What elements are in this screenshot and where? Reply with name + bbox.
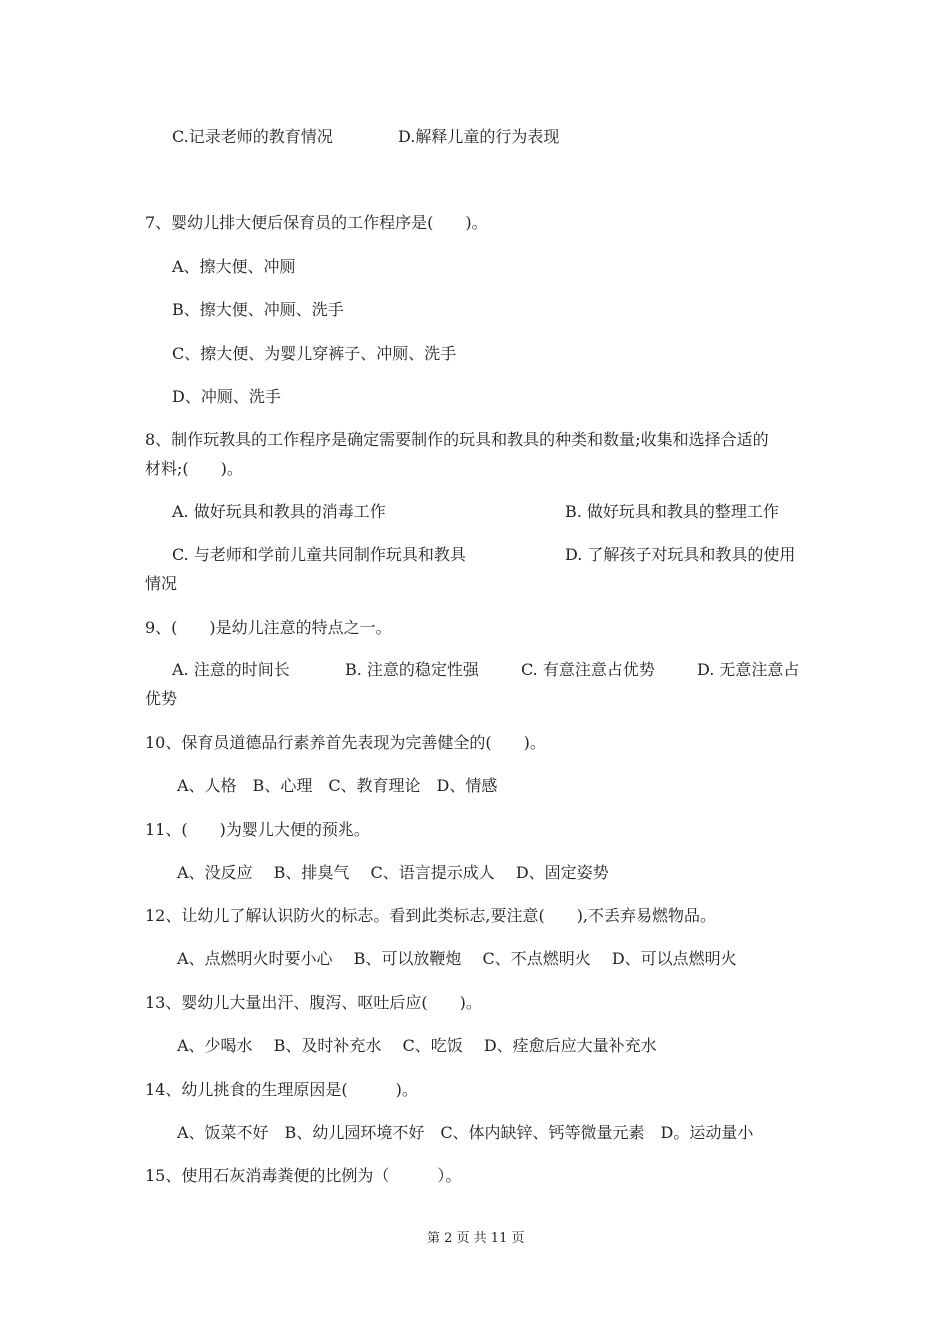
options-q12: A、点燃明火时要小心 B、可以放鞭炮 C、不点燃明火 D、可以点燃明火 bbox=[177, 949, 737, 968]
option-a-q7: A、擦大便、冲厕 bbox=[172, 257, 296, 276]
option-d-q7: D、冲厕、洗手 bbox=[172, 387, 281, 406]
option-a-q9: A. 注意的时间长 bbox=[172, 660, 290, 679]
option-c-q8: C. 与老师和学前儿童共同制作玩具和教具 bbox=[172, 545, 466, 564]
options-q11: A、没反应 B、排臭气 C、语言提示成人 D、固定姿势 bbox=[177, 863, 609, 882]
option-d-q8-continued: 情况 bbox=[145, 574, 178, 593]
option-d-q6: D.解释儿童的行为表现 bbox=[398, 127, 560, 146]
option-c-q9: C. 有意注意占优势 bbox=[521, 660, 655, 679]
option-d-q9: D. 无意注意占 bbox=[697, 660, 800, 679]
question-15: 15、使用石灰消毒粪便的比例为（ ）。 bbox=[145, 1166, 462, 1185]
question-7: 7、婴幼儿排大便后保育员的工作程序是( )。 bbox=[145, 213, 488, 232]
options-q13: A、少喝水 B、及时补充水 C、吃饭 D、痊愈后应大量补充水 bbox=[177, 1036, 657, 1055]
option-a-q8: A. 做好玩具和教具的消毒工作 bbox=[172, 502, 386, 521]
option-d-q8: D. 了解孩子对玩具和教具的使用 bbox=[565, 545, 796, 564]
question-8: 8、制作玩教具的工作程序是确定需要制作的玩具和教具的种类和数量;收集和选择合适的 bbox=[145, 430, 769, 449]
question-13: 13、婴幼儿大量出汗、腹泻、呕吐后应( )。 bbox=[145, 993, 482, 1012]
question-10: 10、保育员道德品行素养首先表现为完善健全的( )。 bbox=[145, 733, 546, 752]
question-9: 9、( )是幼儿注意的特点之一。 bbox=[145, 618, 392, 637]
option-b-q7: B、擦大便、冲厕、洗手 bbox=[172, 300, 344, 319]
options-q10: A、人格 B、心理 C、教育理论 D、情感 bbox=[177, 776, 498, 795]
question-12: 12、让幼儿了解认识防火的标志。看到此类标志,要注意( ),不丢弃易燃物品。 bbox=[145, 906, 717, 925]
option-c-q7: C、擦大便、为婴儿穿裤子、冲厕、洗手 bbox=[172, 344, 457, 363]
options-q14: A、饭菜不好 B、幼儿园环境不好 C、体内缺锌、钙等微量元素 D。运动量小 bbox=[177, 1123, 754, 1142]
option-d-q9-continued: 优势 bbox=[145, 689, 178, 708]
option-c-q6: C.记录老师的教育情况 bbox=[172, 127, 333, 146]
question-8-continued: 材料;( )。 bbox=[145, 459, 243, 478]
page-footer: 第 2 页 共 11 页 bbox=[427, 1231, 525, 1246]
question-14: 14、幼儿挑食的生理原因是( )。 bbox=[145, 1080, 418, 1099]
question-11: 11、( )为婴儿大便的预兆。 bbox=[145, 820, 370, 839]
option-b-q9: B. 注意的稳定性强 bbox=[345, 660, 479, 679]
option-b-q8: B. 做好玩具和教具的整理工作 bbox=[565, 502, 779, 521]
